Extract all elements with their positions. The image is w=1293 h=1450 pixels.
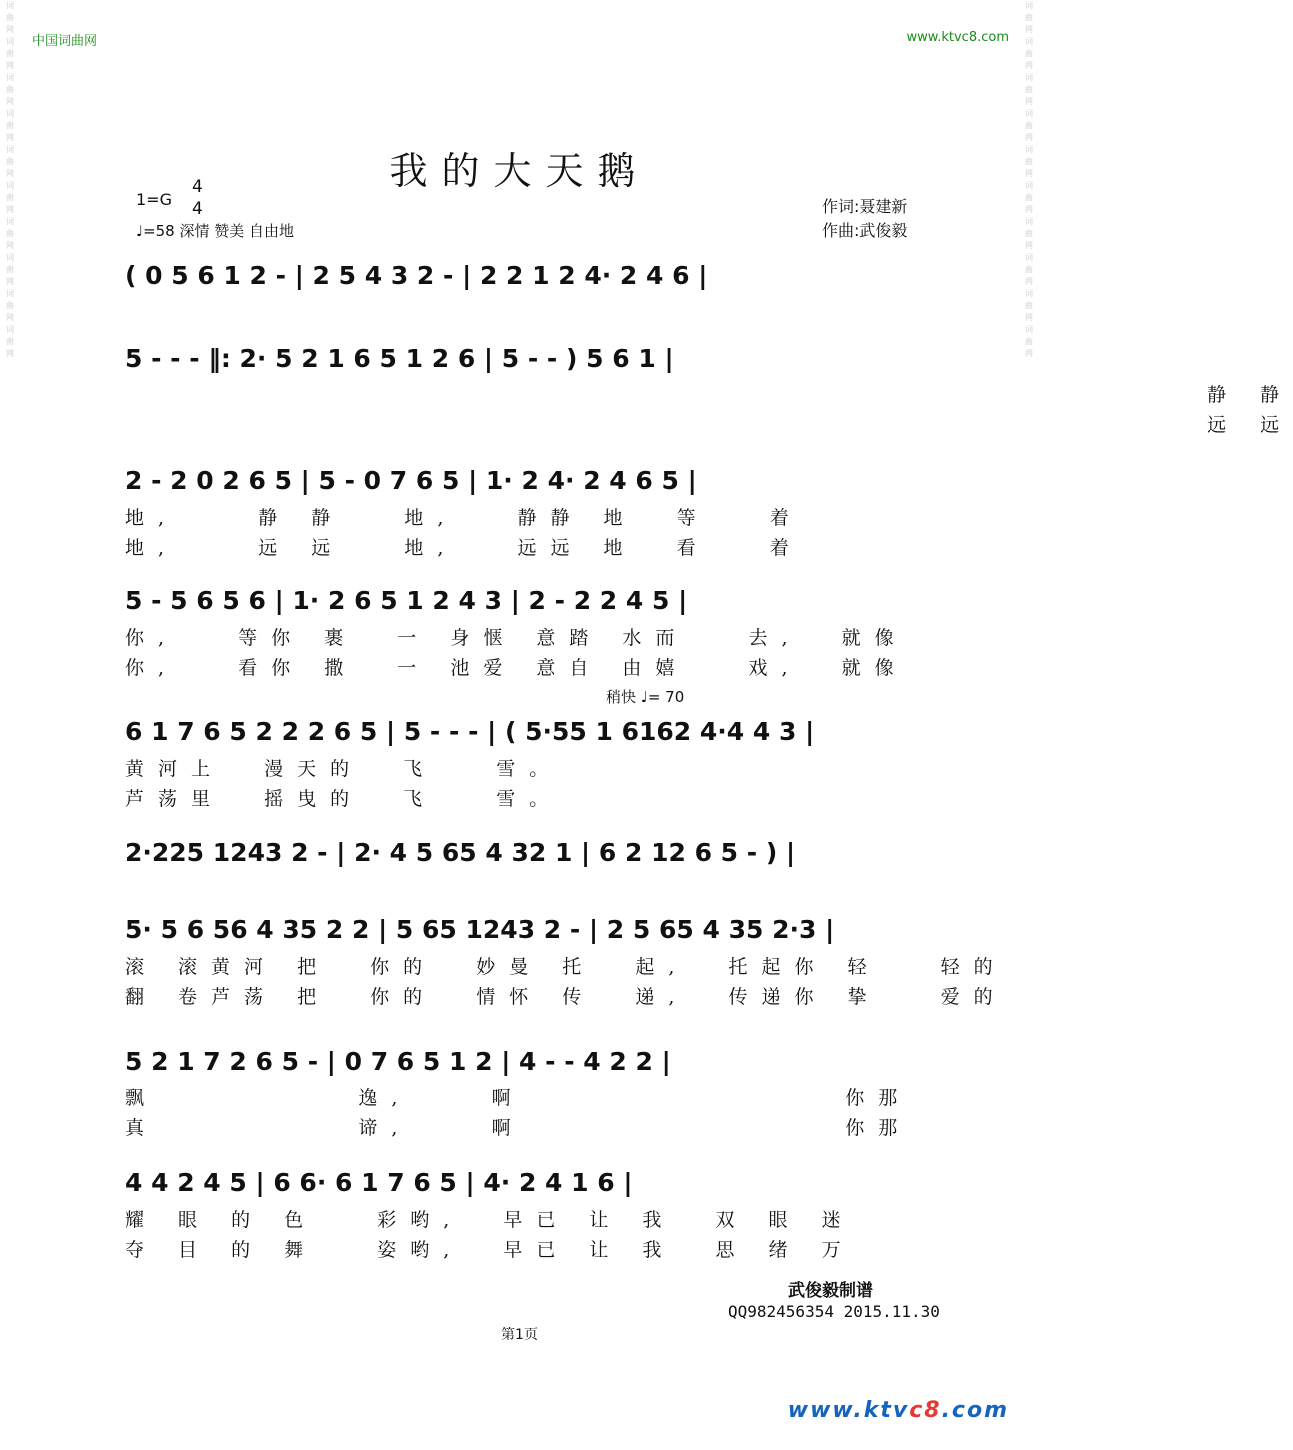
score-row-5 <box>125 711 950 751</box>
song-title: 我的大天鹅 <box>389 149 650 193</box>
lyric-verse-1: 地, 静 静 地, 静静 地 等 着 <box>125 507 803 529</box>
score-row-8 <box>125 1041 950 1081</box>
lyric-verse-1: 静 静 <box>125 384 1293 406</box>
page-number: 第1页 <box>501 1327 538 1343</box>
lyric-verse-1: 黄河上 漫天的 飞 雪。 <box>125 758 563 780</box>
notation: 5 - - - ‖: 2· 5 2 1 6 5 1 2 6 | 5 - - ) 5 6 1 | <box>125 343 674 373</box>
lyric-verse-2: 芦荡里 摇曳的 飞 雪。 <box>125 788 563 810</box>
tempo-change: 稍快 ♩= 70 <box>606 688 685 706</box>
site-name[interactable]: 中国词曲网 <box>32 34 98 49</box>
tempo-marking: ♩=58 深情 赞美 自由地 <box>136 222 295 240</box>
notation: 5 2 1 7 2 6 5 - | 0 7 6 5 1 2 | 4 - - 4 2 2 | <box>125 1046 671 1076</box>
lyric-verse-2: 远 远 <box>125 414 1293 436</box>
score-row-4 <box>125 580 950 620</box>
lyric-verse-2: 真 谛, 啊 你那 <box>125 1117 912 1139</box>
score-row-2 <box>125 338 950 378</box>
lyric-verse-2: 夺 目 的 舞 姿哟, 早已 让 我 思 绪 万 <box>125 1239 855 1261</box>
watermark-right: 词曲网 词曲网 词曲网 词曲网 词曲网 词曲网 词曲网 词曲网 词曲网 词曲网 <box>1025 1 1033 358</box>
score-row-9 <box>125 1162 950 1202</box>
notation: 4 4 2 4 5 | 6 6· 6 1 7 6 5 | 4· 2 4 1 6 | <box>125 1167 633 1197</box>
watermark-left: 词曲网 词曲网 词曲网 词曲网 词曲网 词曲网 词曲网 词曲网 词曲网 词曲网 <box>6 1 14 358</box>
lyric-verse-2: 地, 远 远 地, 远远 地 看 着 <box>125 537 803 559</box>
composer: 作曲:武俊毅 <box>822 221 908 240</box>
lyric-verse-1: 耀 眼 的 色 彩哟, 早已 让 我 双 眼 迷 <box>125 1209 855 1231</box>
time-signature: 4 4 <box>192 177 203 219</box>
notation: 5 - 5 6 5 6 | 1· 2 6 5 1 2 4 3 | 2 - 2 2 4 5 | <box>125 585 688 615</box>
notation: 2·225 1243 2 - | 2· 4 5 65 4 32 1 | 6 2 12 6 5 - ) | <box>125 837 796 867</box>
contact-date: QQ982456354 2015.11.30 <box>728 1302 940 1321</box>
lyric-verse-2: 你, 看你 撒 一 池爱 意自 由嬉 戏, 就像 <box>125 657 908 679</box>
lyricist: 作词:聂建新 <box>822 197 908 216</box>
notation: 5· 5 6 56 4 35 2 2 | 5 65 1243 2 - | 2 5 65 4 35 2·3 | <box>125 914 835 944</box>
lyric-verse-1: 滚 滚黄河 把 你的 妙曼 托 起, 托起你 轻 轻的 <box>125 956 1007 978</box>
site-url[interactable]: www.ktvc8.com <box>906 30 1009 45</box>
notation: ( 0 5 6 1 2 - | 2 5 4 3 2 - | 2 2 1 2 4· 2 4 6 | <box>125 260 708 290</box>
lyric-verse-1: 飘 逸, 啊 你那 <box>125 1087 912 1109</box>
notation: 6 1 7 6 5 2 2 2 6 5 | 5 - - - | ( 5·55 1 6162 4·4 4 3 | <box>125 716 815 746</box>
lyric-verse-2: 翻 卷芦荡 把 你的 情怀 传 递, 传递你 挚 爱的 <box>125 986 1007 1008</box>
key-signature: 1=G <box>136 190 172 209</box>
lyric-verse-1: 你, 等你 裹 一 身惬 意踏 水而 去, 就像 <box>125 627 908 649</box>
score-row-1 <box>125 255 950 295</box>
score-row-3 <box>125 460 950 500</box>
score-row-6 <box>125 832 950 872</box>
notation: 2 - 2 0 2 6 5 | 5 - 0 7 6 5 | 1· 2 4· 2 4 6 5 | <box>125 465 697 495</box>
score-row-7 <box>125 909 950 949</box>
score-maker: 武俊毅制谱 <box>788 1281 873 1301</box>
site-logo[interactable]: www.ktvc8.com <box>787 1398 1009 1423</box>
